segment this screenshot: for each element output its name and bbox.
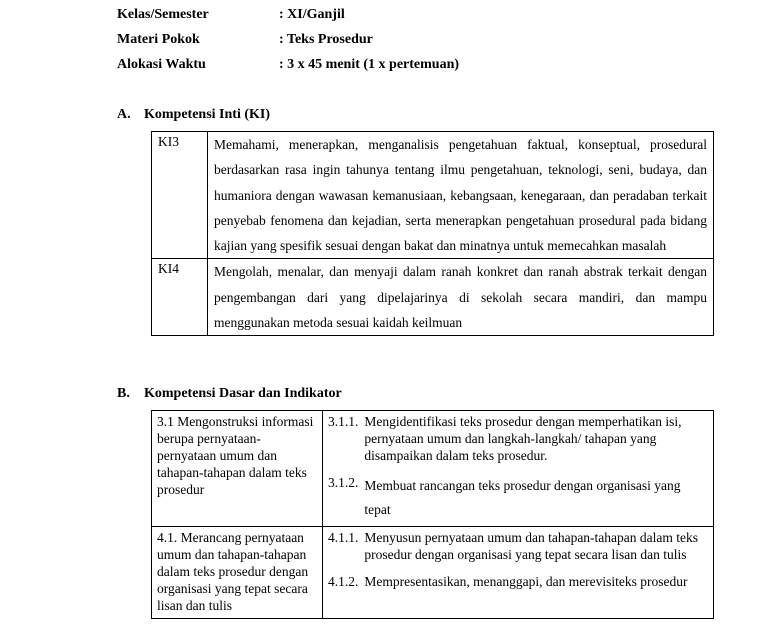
meta-materi-pokok — [117, 32, 373, 48]
meta-label: Materi Pokok — [117, 32, 200, 47]
indicator-item — [328, 529, 709, 563]
kd-description: 4.1. Merancang pernyataan umum dan tahapan-tahapan dalam teks prosedur dengan organisasi yang tepat secara lisan dan tulis — [152, 527, 323, 619]
table-row — [152, 411, 714, 527]
indicator-number: 3.1.2. — [328, 475, 359, 490]
meta-alokasi-waktu — [117, 57, 459, 73]
indicator-cell — [323, 527, 714, 619]
kd-description: 3.1 Mengonstruksi informasi berupa pernyataan-pernyataan umum dan tahapan-tahapan dalam teks prosedur — [152, 411, 323, 527]
kompetensi-inti-table — [151, 131, 714, 336]
kompetensi-dasar-table — [151, 410, 714, 619]
meta-label: Kelas/Semester — [117, 7, 209, 22]
indicator-cell — [323, 411, 714, 527]
ki-code: KI3 — [152, 132, 208, 259]
meta-value: : 3 x 45 menit (1 x pertemuan) — [279, 57, 460, 72]
table-row — [152, 259, 714, 336]
section-b-heading — [117, 386, 342, 402]
meta-value: : XI/Ganjil — [279, 7, 345, 22]
indicator-text: Menyusun pernyataan umum dan tahapan-tahapan dalam teks prosedur dengan organisasi yang tepat secara lisan dan tulis — [364, 530, 699, 562]
section-letter: B. — [117, 386, 130, 401]
indicator-item — [328, 573, 709, 590]
meta-label: Alokasi Waktu — [117, 57, 206, 72]
indicator-item — [328, 474, 709, 522]
indicator-text: Membuat rancangan teks prosedur dengan organisasi yang tepat — [364, 478, 681, 517]
indicator-number: 4.1.2. — [328, 574, 359, 589]
meta-value: : Teks Prosedur — [279, 32, 373, 47]
indicator-text: Mengidentifikasi teks prosedur dengan memperhatikan isi, pernyataan umum dan langkah-langkah/ tahapan yang disampaikan dalam teks prosedur. — [364, 414, 682, 463]
section-letter: A. — [117, 107, 131, 122]
ki-code: KI4 — [152, 259, 208, 336]
section-title: Kompetensi Dasar dan Indikator — [144, 386, 342, 401]
table-row — [152, 527, 714, 619]
section-a-heading — [117, 107, 270, 123]
meta-kelas-semester — [117, 7, 345, 23]
ki-description: Mengolah, menalar, dan menyaji dalam ranah konkret dan ranah abstrak terkait dengan pengembangan dari yang dipelajarinya di sekolah secara mandiri, dan mampu menggunakan metoda sesuai kaidah keilmuan — [208, 259, 714, 336]
indicator-item — [328, 413, 709, 464]
indicator-text: Mempresentasikan, menanggapi, dan merevisiteks prosedur — [364, 574, 688, 589]
table-row — [152, 132, 714, 259]
section-title: Kompetensi Inti (KI) — [144, 107, 270, 122]
indicator-number: 4.1.1. — [328, 530, 359, 545]
indicator-number: 3.1.1. — [328, 414, 359, 429]
ki-description: Memahami, menerapkan, menganalisis pengetahuan faktual, konseptual, prosedural berdasarkan rasa ingin tahunya tentang ilmu pengetahuan, teknologi, seni, budaya, dan humaniora dengan wawasan kemanusiaan, kebangsaan, kenegaraan, dan peradaban terkait penyebab fenomena dan kejadian, serta menerapkan pengetahuan prosedural pada bidang kajian yang spesifik sesuai dengan bakat dan minatnya untuk memecahkan masalah — [208, 132, 714, 259]
